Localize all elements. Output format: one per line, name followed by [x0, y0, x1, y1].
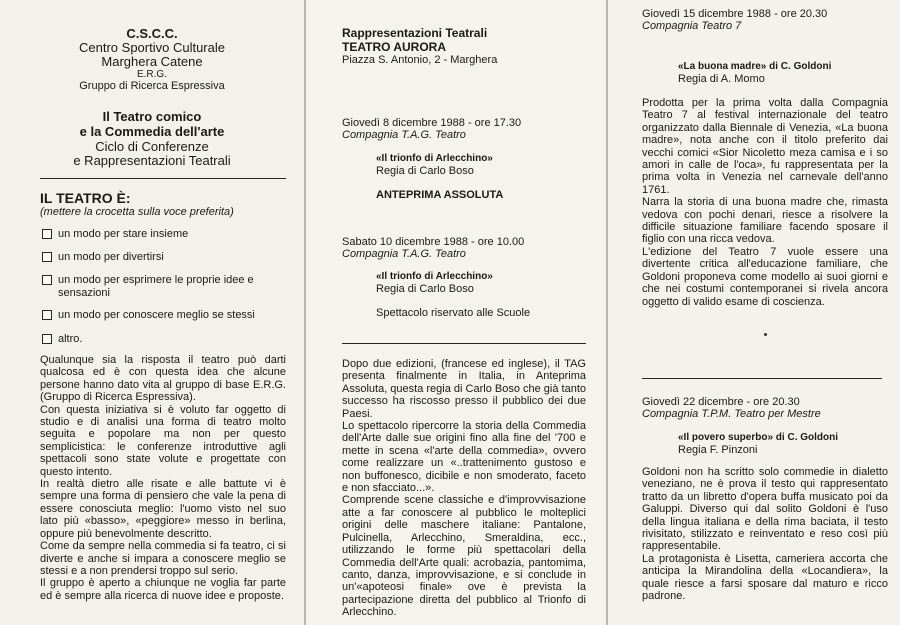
event3-date: Giovedì 15 dicembre 1988 - ore 20.30: [642, 8, 828, 20]
option-label: altro.: [58, 333, 83, 345]
panel1-body-text: Qualunque sia la risposta il teatro può darti qualcosa ed è con questa idea che alcune persone hanno dato vita al gruppo di base E.R.G. (Gruppo di Ricerca Espressiva). Con questa iniziativa si è voluto far oggetto di studio e di analisi una forma di teatro molto seguita e popolare ma non per questo semplicistica: le conferenze introduttive agli spettacoli sono state volute e progettate con questo intento. In realtà dietro alle risate e alle battute vi è sempre una forma di pensiero che vale la pena di essere conosciuta meglio: l'uomo visto nel suo lato più «basso», «peggiore» messo in berlina, oppure più benevolmente descritto. Come da sempre nella commedia si fa teatro, ci si diverte e anche si impara a conoscere meglio se stessi e a non prendersi troppo sul serio. Il gruppo è aperto a chiunque ne voglia far parte ed è sempre alla ricerca di nuove idee e proposte.: [40, 354, 286, 602]
org-short: C.S.C.C.: [126, 26, 178, 41]
event4-body-text: Goldoni non ha scritto solo commedie in dialetto veneziano, ne è prova il testo qui rappresentato tratto da un libretto d'opera buffa musicato poi da Galuppi. Diverso qui dal solito Goldoni è l'uso della lingua italiana e della rima baciata, il testo rivisitato, stilizzato e reinventato e reso così più rappresentabile. La protagonista è Lisetta, cameriera accorta che anticipa la Mirandolina della «Locandiera», la quale riesce a farsi sposare dal maturo e ricco padrone.: [642, 466, 888, 603]
event2-title: «Il trionfo di Arlecchino»: [376, 271, 493, 282]
checkbox[interactable]: [42, 229, 52, 239]
event1-director: Regia di Carlo Boso: [376, 165, 474, 177]
survey-hint: (mettere la crocetta sulla voce preferita): [40, 206, 234, 218]
checkbox[interactable]: [42, 252, 52, 262]
event4-director: Regia F. Pinzoni: [678, 444, 758, 456]
option-label: un modo per divertirsi: [58, 251, 164, 263]
event3-director: Regia di A. Momo: [678, 73, 765, 85]
divider: [342, 343, 586, 344]
event3-title: «La buona madre» di C. Goldoni: [678, 61, 832, 72]
event2-note: Spettacolo riservato alle Scuole: [376, 307, 531, 319]
program-header: Rappresentazioni Teatrali: [342, 26, 488, 40]
checkbox[interactable]: [42, 310, 52, 320]
survey-option-conoscere[interactable]: [42, 309, 290, 322]
event3-company: Compagnia Teatro 7: [642, 20, 742, 32]
event2-date: Sabato 10 dicembre 1988 - ore 10.00: [342, 236, 525, 248]
survey-option-altro[interactable]: [42, 333, 290, 346]
option-label: un modo per conoscere meglio se stessi: [58, 309, 255, 321]
event4-title: «Il povero superbo» di C. Goldoni: [678, 432, 839, 443]
org-line4: Gruppo di Ricerca Espressiva: [79, 80, 225, 92]
cycle-title2: e la Commedia dell'arte: [79, 124, 225, 139]
venue-name: TEATRO AURORA: [342, 40, 446, 54]
survey-option-esprimere[interactable]: [42, 274, 290, 300]
divider: [642, 378, 882, 379]
option-label: un modo per stare insieme: [58, 228, 189, 240]
survey-option-stare-insieme[interactable]: [42, 228, 290, 241]
cycle-title1: Il Teatro comico: [102, 109, 202, 124]
venue-address: Piazza S. Antonio, 2 - Marghera: [342, 54, 498, 66]
event2-director: Regia di Carlo Boso: [376, 283, 474, 295]
event4-date: Giovedì 22 dicembre - ore 20.30: [642, 396, 800, 408]
org-line3: E.R.G.: [136, 69, 167, 80]
checkbox[interactable]: [42, 275, 52, 285]
divider: [40, 178, 286, 179]
cycle-sub1: Ciclo di Conferenze: [95, 139, 209, 154]
event2-company: Compagnia T.A.G. Teatro: [342, 248, 466, 260]
panel2-body-text: Dopo due edizioni, (francese ed inglese), il TAG presenta finalmente in Italia, in Anteprima Assoluta, questa regia di Carlo Boso che già tanto successo ha riscosso presso il pubblico dei due Paesi. Lo spettacolo ripercorre la storia della Commedia dell'Arte dalle sue origini fino alla fine del '700 e mette in scena «l'arte della commedia», ovvero come realizzare un «..trattenimento gustoso e non buffonesco, dicibile e non smoderato, faceto e non sfacciato...». Comprende scene classiche e d'improvvisazione atte a far conoscere al pubblico le molteplici origini delle maschere italiane: Pantalone, Pulcinella, Arlecchino, Smeraldina, ecc., utilizzando le forme più spettacolari della Commedia dell'Arte quali: acrobazia, pantomima, canto, danza, improvvisazione, e si conclude in un'«apoteosi finale» ove è prevista la partecipazione diretta del pubblico al Trionfo di Arlecchino.: [342, 358, 586, 619]
event1-title: «Il trionfo di Arlecchino»: [376, 153, 493, 164]
event1-note: ANTEPRIMA ASSOLUTA: [376, 189, 504, 201]
cycle-sub2: e Rappresentazioni Teatrali: [73, 153, 231, 168]
survey-option-divertirsi[interactable]: [42, 251, 290, 264]
event1-company: Compagnia T.A.G. Teatro: [342, 129, 466, 141]
leaflet-panel-left: [0, 0, 304, 625]
event1-date: Giovedì 8 dicembre 1988 - ore 17.30: [342, 117, 522, 129]
event3-body-text: Prodotta per la prima volta dalla Compagnia Teatro 7 al festival internazionale del teatro organizzato dalla Biennale di Venezia, «La buona madre», nota anche con il titolo preferito dai vecchi comici «Sior Nicoletto meza camisa e i so amori in calle de l'oca», fu rappresentata per la prima volta in Venezia nel carnevale dell'anno 1761. Narra la storia di una buona madre che, rimasta vedova con pochi denari, riesce a risolvere la difficile situazione familiare facendo sposare il figlio con una ricca vedova. L'edizione del Teatro 7 vuole essere una divertente critica all'educazione familiare, che Goldoni proponeva come modello ai suoi giorni e che nei costumi contemporanei si rivela ancora oggetto di valido esame di coscienza.: [642, 97, 888, 308]
option-label: un modo per esprimere le proprie idee e sensazioni: [58, 274, 254, 299]
survey-title: IL TEATRO È:: [40, 190, 131, 206]
checkbox[interactable]: [42, 334, 52, 344]
org-line1: Centro Sportivo Culturale: [79, 40, 225, 55]
org-line2: Marghera Catene: [101, 54, 203, 69]
leaflet-panel-middle: [306, 0, 606, 625]
event4-company: Compagnia T.P.M. Teatro per Mestre: [642, 408, 821, 420]
separator-dot: [764, 333, 767, 336]
leaflet-panel-right: [608, 0, 900, 625]
